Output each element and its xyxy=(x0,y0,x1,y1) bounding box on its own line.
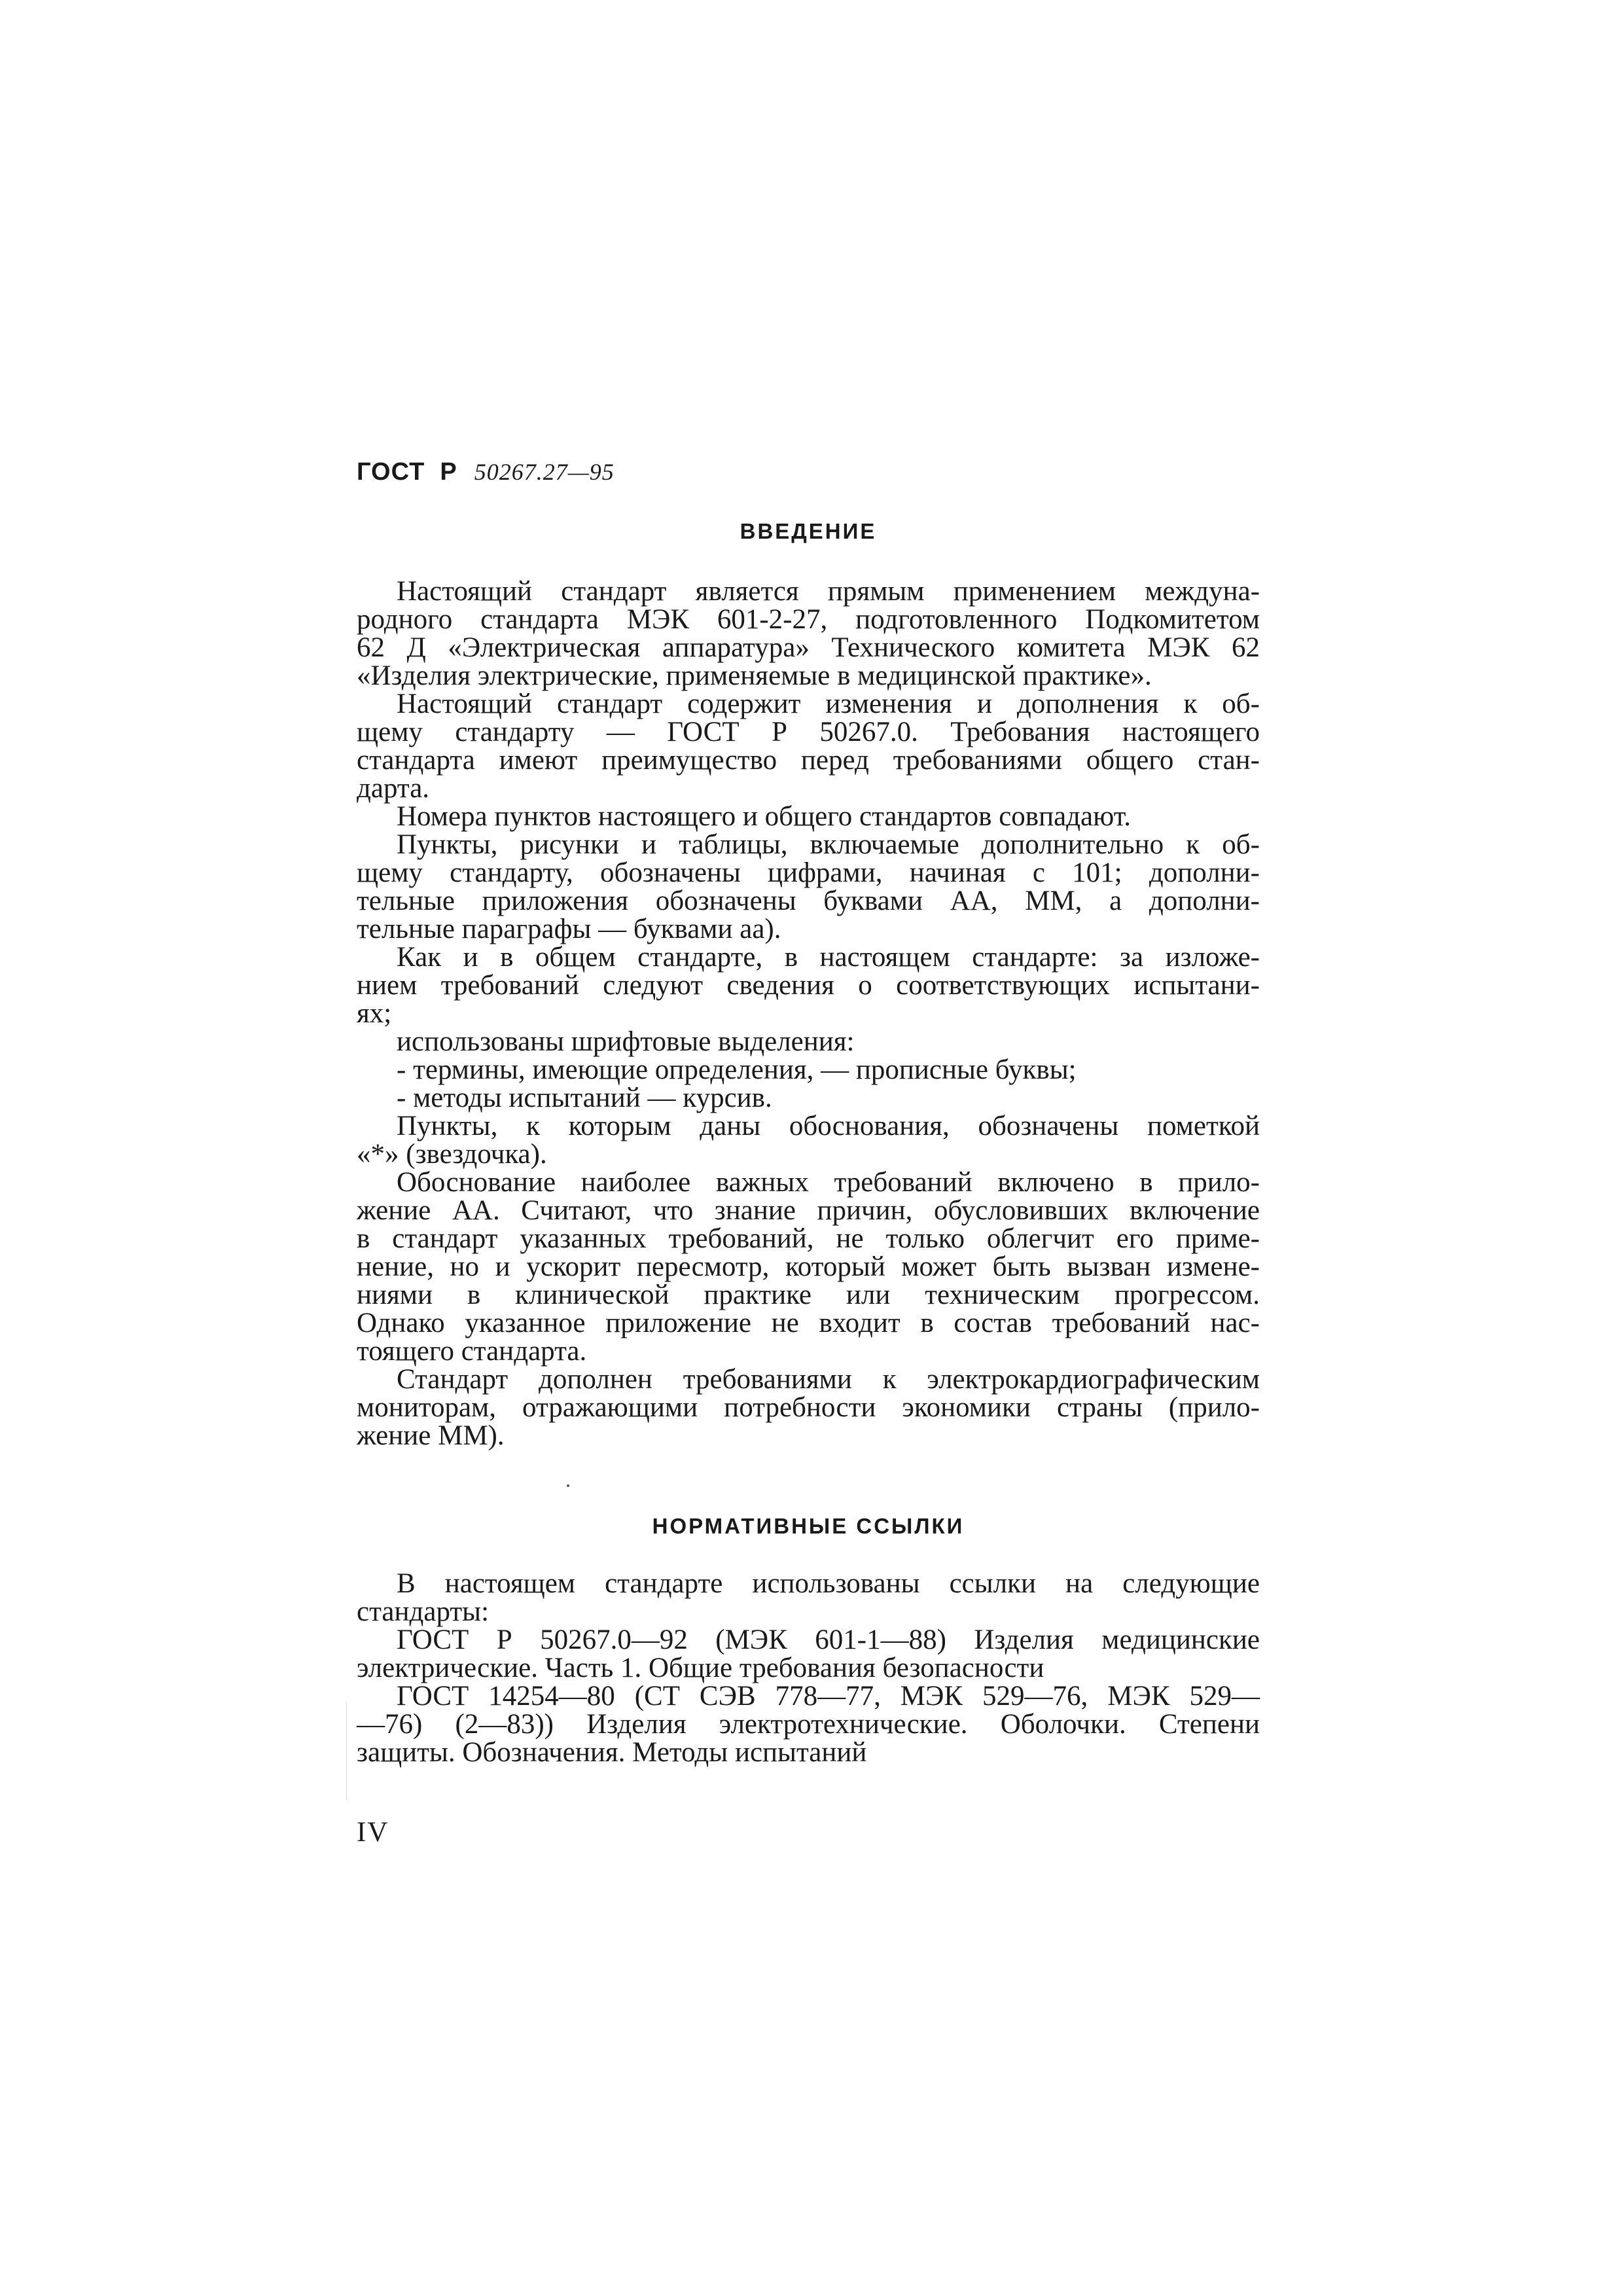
paragraph-line: Как и в общем стандарте, в настоящем стандарте: за изложе- xyxy=(397,942,1260,973)
standard-label: ГОСТ Р xyxy=(357,458,457,486)
paragraph-line: Номера пунктов настоящего и общего стандартов совпадают. xyxy=(397,801,1132,832)
paragraph-line: тоящего стандарта. xyxy=(357,1336,587,1367)
reference-line: электрические. Часть 1. Общие требования безопасности xyxy=(357,1653,1044,1683)
reference-line: ГОСТ Р 50267.0—92 (МЭК 601-1—88) Изделия медицинские xyxy=(397,1624,1260,1655)
paragraph-line: стандарты: xyxy=(357,1596,490,1627)
paragraph-line: ниями в клинической практике или техническим прогрессом. xyxy=(357,1280,1260,1310)
paragraph-line: Пункты, к которым даны обоснования, обозначены пометкой xyxy=(397,1111,1260,1141)
paragraph-line: мониторам, отражающими потребности экономики страны (прило- xyxy=(357,1392,1260,1423)
paragraph-line: стандарта имеют преимущество перед требованиями общего стан- xyxy=(357,745,1260,776)
paragraph-line: жение АА. Считают, что знание причин, обусловивших включение xyxy=(357,1195,1260,1226)
paragraph-line: нение, но и ускорит пересмотр, который может быть вызван измене- xyxy=(357,1251,1260,1282)
paragraph-line: Стандарт дополнен требованиями к электрокардиографическим xyxy=(397,1364,1260,1395)
paragraph-line: «*» (звездочка). xyxy=(357,1139,547,1170)
paragraph-line: Однако указанное приложение не входит в состав требований нас- xyxy=(357,1308,1260,1338)
list-item: - термины, имеющие определения, — прописные буквы; xyxy=(397,1054,1077,1085)
paragraph-line: Настоящий стандарт содержит изменения и дополнения к об- xyxy=(397,689,1260,719)
paragraph-line: щему стандарту — ГОСТ Р 50267.0. Требования настоящего xyxy=(357,717,1260,747)
paragraph-line: дарта. xyxy=(357,773,430,804)
paragraph-line: тельные приложения обозначены буквами АА, ММ, а дополни- xyxy=(357,886,1260,916)
intro-title: ВВЕДЕНИЕ xyxy=(740,519,877,543)
paragraph-line: Настоящий стандарт является прямым применением междуна- xyxy=(397,576,1260,607)
reference-line: —76) (2—83)) Изделия электротехнические. Оболочки. Степени xyxy=(357,1709,1260,1740)
page-number: IV xyxy=(357,1817,389,1848)
paragraph-line: Пункты, рисунки и таблицы, включаемые дополнительно к об- xyxy=(397,829,1260,860)
list-item: - методы испытаний — курсив. xyxy=(397,1083,772,1113)
paragraph-line: щему стандарту, обозначены цифрами, начиная с 101; дополни- xyxy=(357,857,1260,888)
paragraph-line: жение ММ). xyxy=(357,1420,505,1451)
document-header xyxy=(357,458,615,486)
paragraph-line: Обоснование наиболее важных требований включено в прило- xyxy=(397,1167,1260,1198)
paragraph-line: использованы шрифтовые выделения: xyxy=(397,1026,855,1057)
paragraph-line: В настоящем стандарте использованы ссылки на следующие xyxy=(397,1568,1260,1599)
paragraph-line: тельные параграфы — буквами аа). xyxy=(357,914,781,944)
intro-section xyxy=(357,577,1260,1450)
paragraph-line: «Изделия электрические, применяемые в медицинской практике». xyxy=(357,660,1152,691)
paragraph-line: родного стандарта МЭК 601-2-27, подготовленного Подкомитетом xyxy=(357,604,1260,635)
standard-number: 50267.27—95 xyxy=(474,459,615,485)
references-title: НОРМАТИВНЫЕ ССЫЛКИ xyxy=(652,1514,965,1538)
reference-line: ГОСТ 14254—80 (СТ СЭВ 778—77, МЭК 529—76, МЭК 529— xyxy=(397,1681,1260,1712)
paragraph-line: ях; xyxy=(357,998,392,1029)
reference-line: защиты. Обозначения. Методы испытаний xyxy=(357,1737,867,1768)
references-section xyxy=(357,1570,1260,1767)
paragraph-line: нием требований следуют сведения о соответствующих испытани- xyxy=(357,970,1260,1001)
paragraph-line: 62 Д «Электрическая аппаратура» Технического комитета МЭК 62 xyxy=(357,632,1260,663)
margin-rule xyxy=(346,1702,347,1800)
stray-dot xyxy=(567,1484,569,1487)
paragraph-line: в стандарт указанных требований, не только облегчит его приме- xyxy=(357,1223,1260,1254)
